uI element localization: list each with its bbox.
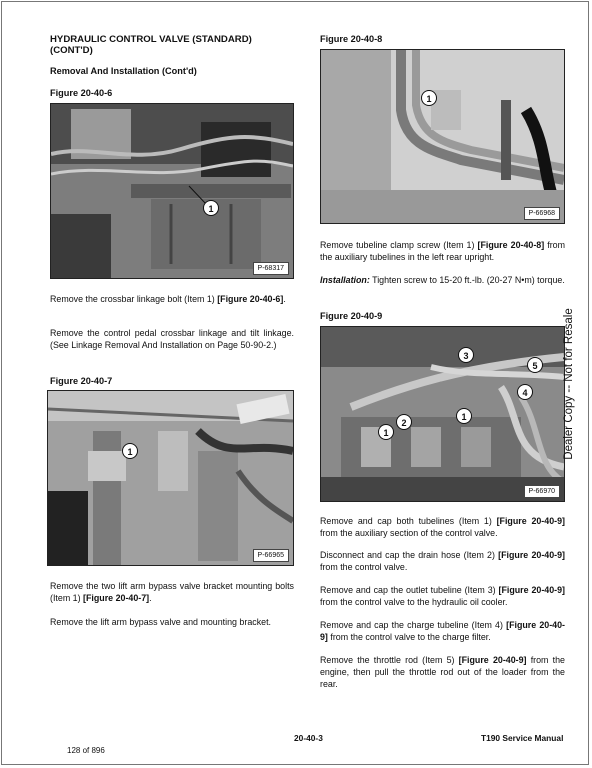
paragraph-clamp-screw: Remove tubeline clamp screw (Item 1) [Figure 20-40-8] from the auxiliary tubelines in the left rear upright. — [320, 240, 566, 262]
figure-photo-6 — [50, 103, 294, 279]
photo-id-tag: P-66965 — [253, 549, 289, 562]
photo-id-tag: P-68317 — [253, 262, 289, 275]
paragraph-installation-torque: Installation: Tighten screw to 15-20 ft.-lb. (20-27 N•m) torque. — [320, 275, 565, 285]
page-count: 128 of 896 — [67, 746, 105, 755]
callout-4: 4 — [517, 384, 533, 400]
callout-1-right: 1 — [456, 408, 472, 424]
photo-id-tag: P-66968 — [524, 207, 560, 220]
page-code: 20-40-3 — [294, 733, 323, 743]
paragraph-aux-tubelines: Remove and cap both tubelines (Item 1) [Figure 20-40-9] from the auxiliary section of the control valve. — [320, 516, 565, 538]
photo-7-illustration — [48, 391, 293, 565]
figure-caption-7: Figure 20-40-7 — [50, 376, 113, 386]
paragraph-pedal-linkage: Remove the control pedal crossbar linkage and tilt linkage. (See Linkage Removal And Installation on Page 50-90-2.) — [50, 328, 294, 350]
section-subtitle: Removal And Installation (Cont'd) — [50, 66, 197, 76]
photo-8-illustration — [321, 50, 564, 223]
paragraph-drain-hose: Disconnect and cap the drain hose (Item 2) [Figure 20-40-9] from the control valve. — [320, 550, 565, 572]
dealer-copy-notice: Dealer Copy -- Not for Resale — [563, 308, 575, 460]
callout-1: 1 — [421, 90, 437, 106]
paragraph-bypass-valve: Remove the lift arm bypass valve and mounting bracket. — [50, 617, 271, 627]
paragraph-outlet-tubeline: Remove and cap the outlet tubeline (Item 3) [Figure 20-40-9] from the control valve to the hydraulic oil cooler. — [320, 585, 565, 607]
figure-photo-7 — [47, 390, 294, 566]
callout-1: 1 — [122, 443, 138, 459]
figure-caption-9: Figure 20-40-9 — [320, 311, 383, 321]
paragraph-crossbar-bolt: Remove the crossbar linkage bolt (Item 1) [Figure 20-40-6]. — [50, 294, 286, 304]
photo-6-illustration — [51, 104, 293, 278]
figure-caption-6: Figure 20-40-6 — [50, 88, 113, 98]
callout-1: 1 — [203, 200, 219, 216]
photo-9-illustration — [321, 327, 564, 501]
figure-caption-8: Figure 20-40-8 — [320, 34, 383, 44]
manual-title: T190 Service Manual — [481, 733, 564, 743]
section-title: HYDRAULIC CONTROL VALVE (STANDARD) (CONT'D) — [50, 34, 252, 56]
figure-photo-9 — [320, 326, 565, 502]
callout-5: 5 — [527, 357, 543, 373]
callout-3: 3 — [458, 347, 474, 363]
paragraph-charge-tubeline: Remove and cap the charge tubeline (Item 4) [Figure 20-40-9] from the control valve to the charge filter. — [320, 620, 565, 642]
callout-2: 2 — [396, 414, 412, 430]
callout-1-left: 1 — [378, 424, 394, 440]
figure-photo-8 — [320, 49, 565, 224]
paragraph-throttle-rod: Remove the throttle rod (Item 5) [Figure 20-40-9] from the engine, then pull the throttle rod out of the loader from the rear. — [320, 655, 565, 689]
paragraph-bypass-bolts: Remove the two lift arm bypass valve bracket mounting bolts (Item 1) [Figure 20-40-7]. — [50, 581, 294, 603]
photo-id-tag: P-66970 — [524, 485, 560, 498]
